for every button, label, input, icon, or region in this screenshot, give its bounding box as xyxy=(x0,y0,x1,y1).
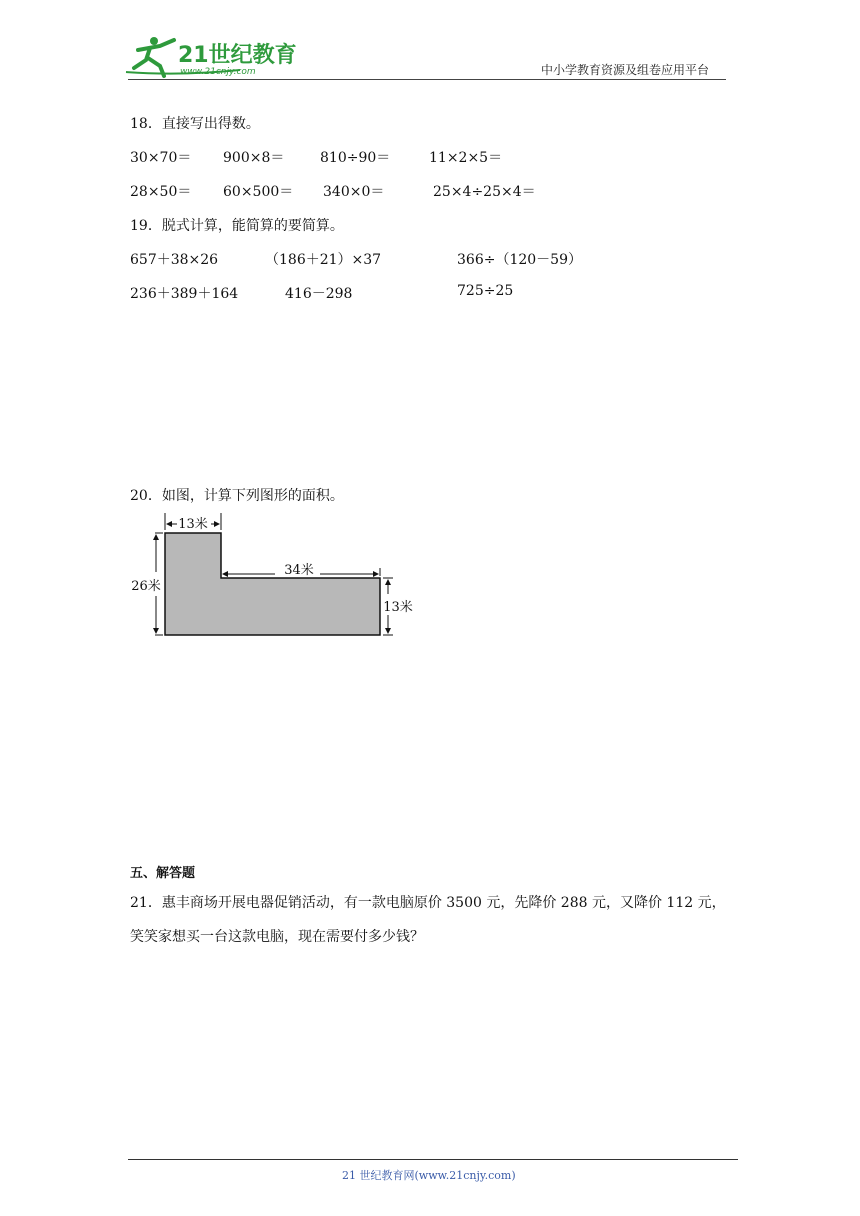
l-shape xyxy=(165,533,380,635)
q18-item: 28×50＝ xyxy=(130,184,192,200)
q18-item: 810÷90＝ xyxy=(320,150,391,166)
header-rule xyxy=(128,79,726,80)
q19-item: 366÷（120－59） xyxy=(457,252,582,268)
q19-item: 416－298 xyxy=(285,286,353,302)
q19-item: 657＋38×26 xyxy=(130,252,219,268)
logo-main-text: 21世纪教育 xyxy=(178,43,297,68)
q19-item: 725÷25 xyxy=(457,283,514,299)
footer-rule xyxy=(128,1159,738,1160)
footer-text: 21 世纪教育网(www.21cnjy.com) xyxy=(342,1169,516,1182)
q18-title: 18．直接写出得数。 xyxy=(130,116,260,132)
l-shape-figure xyxy=(125,510,425,645)
platform-label: 中小学教育资源及组卷应用平台 xyxy=(541,63,710,77)
dim-left-height: 26米 xyxy=(131,579,161,594)
q18-item: 60×500＝ xyxy=(223,184,294,200)
dim-right-width: 34米 xyxy=(284,563,314,578)
q18-item: 11×2×5＝ xyxy=(429,150,503,166)
q19-item: （186＋21）×37 xyxy=(265,252,382,268)
logo-url-text: www.21cnjy.com xyxy=(180,67,256,77)
q18-item: 900×8＝ xyxy=(223,150,285,166)
q21-line1: 21．惠丰商场开展电器促销活动，有一款电脑原价 3500 元，先降价 288 元，又降价 112 元， xyxy=(130,895,726,911)
dim-right-height: 13米 xyxy=(383,600,413,615)
q18-item: 25×4÷25×4＝ xyxy=(433,184,536,200)
dim-top-width: 13米 xyxy=(178,517,208,532)
q19-item: 236＋389＋164 xyxy=(130,286,239,302)
q21-line2: 笑笑家想买一台这款电脑，现在需要付多少钱？ xyxy=(130,929,424,945)
q18-item: 30×70＝ xyxy=(130,150,192,166)
section-title: 五、解答题 xyxy=(130,866,196,881)
logo xyxy=(120,32,300,80)
q18-item: 340×0＝ xyxy=(323,184,385,200)
q20-title: 20．如图，计算下列图形的面积。 xyxy=(130,488,344,504)
q19-title: 19．脱式计算，能简算的要简算。 xyxy=(130,218,344,234)
